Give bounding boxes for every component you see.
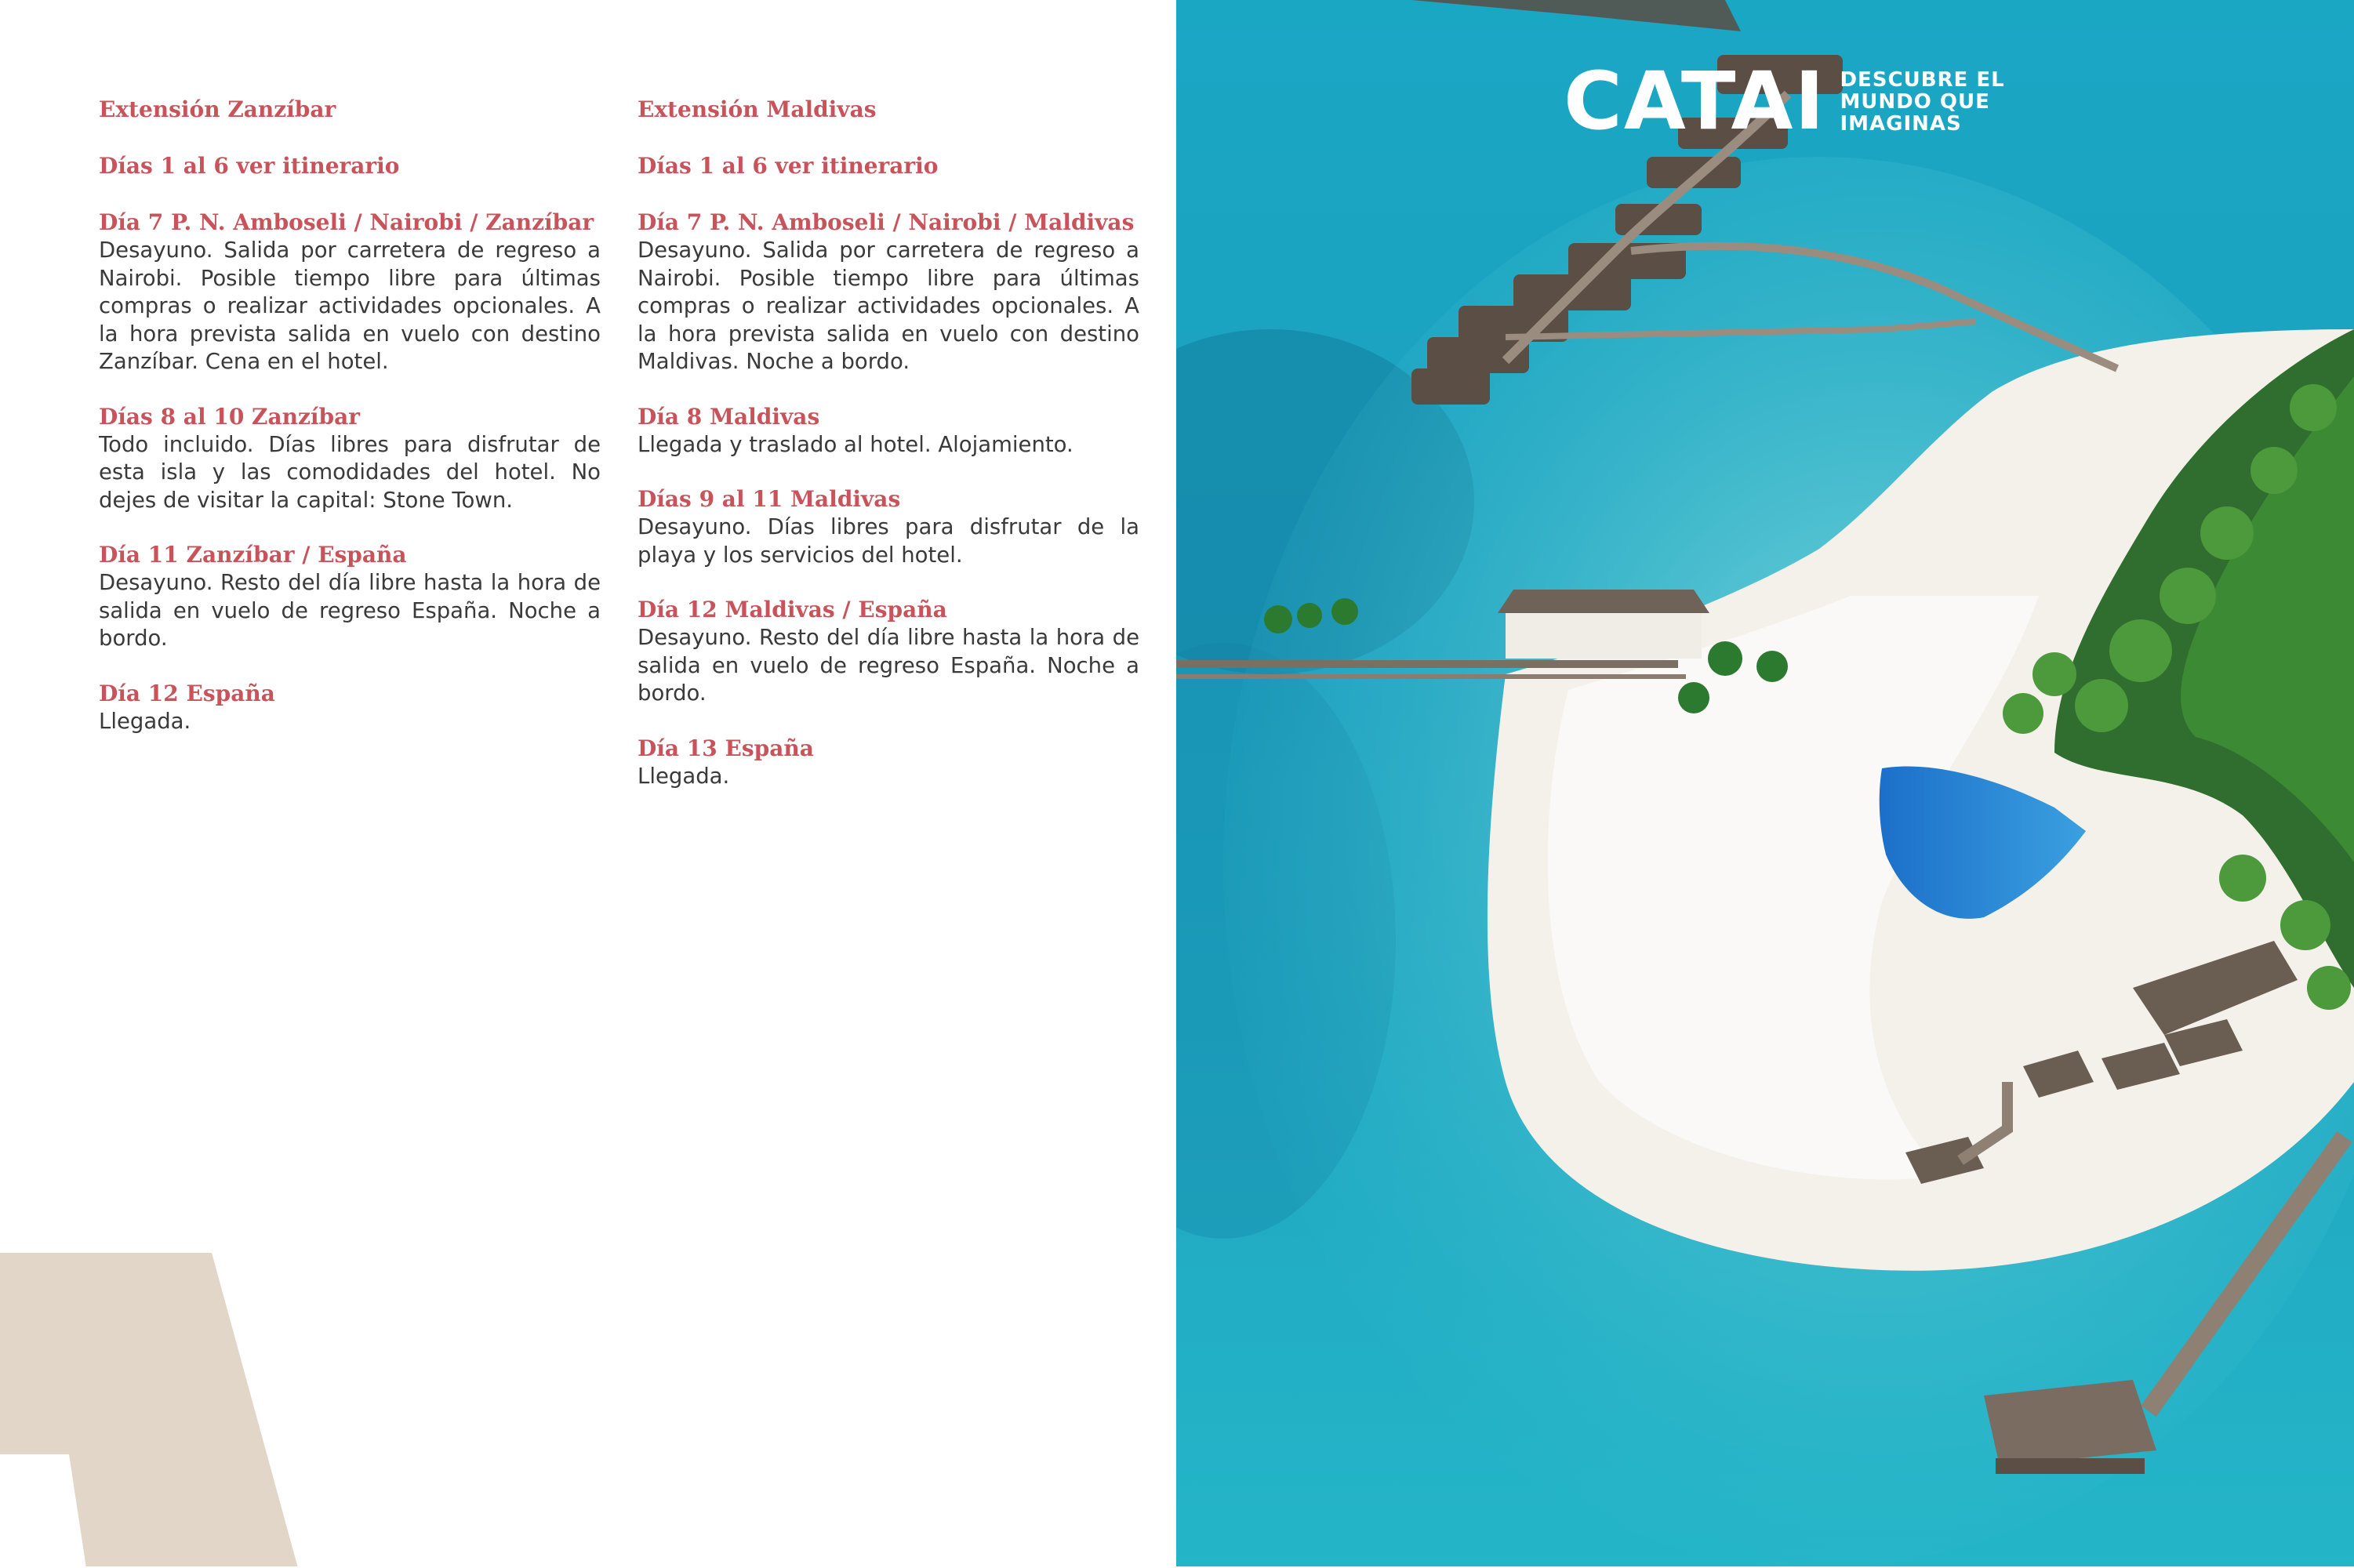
logo-tagline: [1840, 69, 2004, 135]
day-block: [99, 680, 601, 736]
day-text: Llegada.: [638, 763, 730, 789]
day-block: [638, 485, 1139, 569]
tagline-line: DESCUBRE EL: [1840, 68, 2005, 92]
logo-wordmark: CATAI: [1564, 55, 1826, 148]
day-block: [99, 209, 601, 376]
itinerary-column-zanzibar: [99, 96, 601, 762]
day-heading: Día 7 P. N. Amboseli / Nairobi / Zanzíbar: [99, 209, 594, 235]
tagline-line: MUNDO QUE: [1840, 90, 1990, 114]
day-text: Desayuno. Resto del día libre hasta la hora de salida en vuelo de regreso España. Noche a bordo.: [638, 625, 1139, 706]
left-page: [0, 0, 1176, 1568]
day-text: Llegada.: [99, 708, 191, 734]
day-text: Desayuno. Salida por carretera de regreso a Nairobi. Posible tiempo libre para últimas compras o realizar actividades opcionales. A la hora prevista salida en vuelo con destino Maldivas. Noche a bordo.: [638, 238, 1139, 374]
day-block: [99, 541, 601, 653]
day-text: Todo incluido. Días libres para disfrutar de esta isla y las comodidades del hotel. No dejes de visitar la capital: Stone Town.: [99, 431, 601, 513]
section-intro: Días 1 al 6 ver itinerario: [638, 153, 939, 179]
day-heading: Día 12 Maldivas / España: [638, 597, 947, 622]
section-title: Extensión Zanzíbar: [99, 96, 336, 122]
section-title: Extensión Maldivas: [638, 96, 877, 122]
tagline-line: IMAGINAS: [1840, 112, 1962, 136]
day-text: Desayuno. Salida por carretera de regreso a Nairobi. Posible tiempo libre para últimas compras o realizar actividades opcionales. A la hora prevista salida en vuelo con destino Zanzíbar. Cena en el hotel.: [99, 238, 601, 374]
right-page: [1176, 0, 2354, 1568]
day-text: Desayuno. Días libres para disfrutar de la playa y los servicios del hotel.: [638, 514, 1139, 568]
day-block: [99, 403, 601, 515]
day-text: Llegada y traslado al hotel. Alojamiento.: [638, 431, 1073, 457]
itinerary-column-maldivas: [638, 96, 1139, 817]
day-heading: Días 8 al 10 Zanzíbar: [99, 403, 360, 430]
day-block: [638, 735, 1139, 791]
section-intro: Días 1 al 6 ver itinerario: [99, 153, 400, 179]
day-heading: Día 8 Maldivas: [638, 403, 820, 430]
day-block: [638, 209, 1139, 376]
aerial-island-resort-photo: [1176, 0, 2354, 1568]
day-heading: Día 12 España: [99, 680, 275, 706]
catai-logo: [1564, 55, 2005, 148]
day-heading: Días 9 al 11 Maldivas: [638, 486, 901, 512]
day-heading: Día 7 P. N. Amboseli / Nairobi / Maldivas: [638, 209, 1135, 235]
day-block: [638, 403, 1139, 459]
day-text: Desayuno. Resto del día libre hasta la hora de salida en vuelo de regreso España. Noche a bordo.: [99, 570, 601, 651]
day-block: [638, 596, 1139, 708]
day-heading: Día 11 Zanzíbar / España: [99, 542, 407, 568]
day-heading: Día 13 España: [638, 735, 814, 761]
